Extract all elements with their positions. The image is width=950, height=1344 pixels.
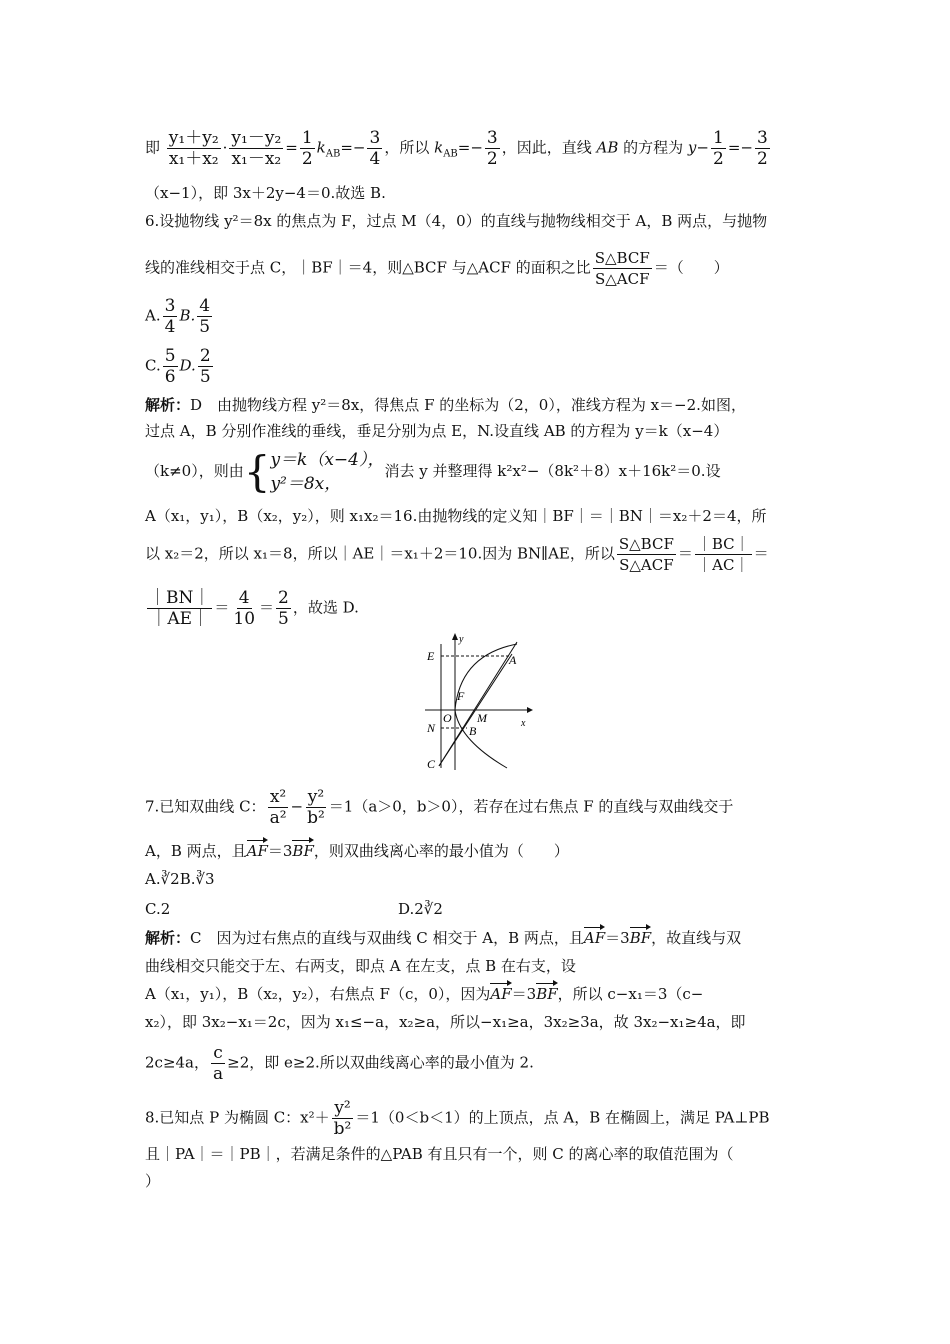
question7-option-c: C.2 [145, 900, 171, 918]
fraction: $\frac{1}{2}$ [712, 128, 724, 169]
x-axis-arrow [527, 707, 533, 713]
label-y: y [459, 634, 464, 645]
question6-line2: 线的准线相交于点 C，｜BF｜＝4，则△BCF 与△ACF 的面积之比 $\frac{\text{S△BCF}}{\text{S△ACF}}$ ＝（ ） [145, 249, 729, 288]
fraction: $\frac{c}{a}$ [213, 1043, 224, 1084]
fraction: $\frac{\text{y₁＋y₂}}{\text{x₁＋x₂}}$ [168, 128, 219, 169]
text: 即 [145, 138, 161, 157]
solution6-line6: $\frac{|BN|}{|AE|}$ ＝ $\frac{4}{10}$ ＝ $\frac{2}{5}$ ，故选 D. [149, 588, 359, 629]
question6-options-ab: A. $\frac{3}{4}$ B. $\frac{4}{5}$ [145, 296, 211, 337]
label-c: C [427, 757, 436, 770]
fraction: $\frac{3}{2}$ [486, 128, 498, 169]
solution6-line1: 解析：D 由抛物线方程 y²＝8x，得焦点 F 的坐标为（2，0），准线方程为 x＝−2.如图， [145, 396, 746, 414]
fraction: $\frac{\text{y₁－y₂}}{\text{x₁－x₂}}$ [231, 128, 282, 169]
question7-line1: 7.已知双曲线 C： $\frac{\text{x²}}{\text{a²}}$ − $\frac{\text{y²}}{\text{b²}}$ ＝1（a＞0，b＞0），若存在过右焦点 F 的直线与双曲线交于 [145, 787, 734, 828]
label-x: x [521, 718, 526, 729]
question7-option-d: D.2∛2 [398, 900, 443, 918]
fraction: $\frac{|BN|}{|AE|}$ [149, 588, 211, 629]
fraction: $\frac{1}{2}$ [301, 128, 313, 169]
option-a-fraction: $\frac{3}{4}$ [164, 296, 176, 337]
solution6-line4: A（x₁，y₁），B（x₂，y₂），则 x₁x₂＝16.由抛物线的定义知｜BF｜＝｜BN｜＝x₂＋2＝4，所 [145, 507, 767, 525]
solution5-line1: 即 $\frac{\text{y₁＋y₂}}{\text{x₁＋x₂}}$ · $\frac{\text{y₁－y₂}}{\text{x₁－x₂}}$ = $\frac{1}{2}$ $k_{AB}=-$ $\frac{3}{4}$ ，所以 $k_{AB}=-$ $\frac{3}{2}$ ，因此，直线 AB 的方程为 y− $\frac{1}{2}$ =− $\frac{3}{2}$ [145, 128, 768, 169]
solution6-line2: 过点 A，B 分别作准线的垂线，垂足分别为点 E，N.设直线 AB 的方程为 y＝k（x−4） [145, 422, 729, 440]
question8-line2: 且｜PA｜＝｜PB｜，若满足条件的△PAB 有且只有一个，则 C 的离心率的取值范围为（ [145, 1145, 734, 1163]
option-b-fraction: $\frac{4}{5}$ [199, 296, 211, 337]
brace: { [243, 447, 271, 496]
fraction: $\frac{\text{y²}}{\text{b²}}$ [307, 787, 325, 828]
solution7-line1: 解析：C 因为过右焦点的直线与双曲线 C 相交于 A，B 两点，且AF＝3BF，故直线与双 [145, 929, 742, 947]
question8-line1: 8.已知点 P 为椭圆 C：x²＋ $\frac{\text{y²}}{\text{b²}}$ ＝1（0＜b＜1）的上顶点，点 A，B 在椭圆上，满足 PA⊥PB [145, 1098, 770, 1139]
fraction: $\frac{|BC|}{|AC|}$ [696, 535, 750, 574]
option-c-fraction: $\frac{5}{6}$ [164, 346, 176, 387]
solution7-line5: 2c≥4a， $\frac{c}{a}$ ≥2，即 e≥2.所以双曲线离心率的最小值为 2. [145, 1043, 534, 1084]
fraction: $\frac{2}{5}$ [278, 588, 289, 629]
fraction: $\frac{\text{S△BCF}}{\text{S△ACF}}$ [618, 535, 674, 574]
vector-af: AF [246, 842, 268, 860]
label-f: F [457, 689, 465, 703]
solution7-line2: 曲线相交只能交于左、右两支，即点 A 在左支，点 B 在右支，设 [145, 957, 576, 975]
vector-bf: BF [292, 842, 314, 860]
y-axis-arrow [452, 633, 458, 640]
fraction: $\frac{4}{10}$ [233, 588, 256, 629]
label-n: N [427, 721, 436, 735]
fraction: $\frac{3}{2}$ [756, 128, 768, 169]
fraction: $\frac{\text{x²}}{\text{a²}}$ [269, 787, 287, 828]
label-b: B [469, 724, 477, 738]
solution6-line5: 以 x₂＝2，所以 x₁＝8，所以｜AE｜＝x₁＋2＝10.因为 BN∥AE，所以 $\frac{\text{S△BCF}}{\text{S△ACF}}$ ＝ $\frac{|BC|}{|AC|}$ ＝ [145, 535, 769, 574]
solution5-line2: （x−1），即 3x＋2y−4＝0.故选 B. [145, 184, 386, 202]
label-o: O [443, 711, 452, 725]
solution7-line3: A（x₁，y₁），B（x₂，y₂），右焦点 F（c，0），因为AF＝3BF，所以 c−x₁＝3（c− [145, 985, 704, 1003]
label-m: M [477, 711, 487, 725]
question6-options-cd: C. $\frac{5}{6}$ D. $\frac{2}{5}$ [145, 346, 211, 387]
fraction: $\frac{3}{4}$ [369, 128, 381, 169]
fraction: $\frac{\text{y²}}{\text{b²}}$ [333, 1098, 352, 1139]
label-e: E [427, 649, 435, 663]
question7-options-ab: A.∛2B.∛3 [145, 870, 215, 888]
option-d-fraction: $\frac{2}{5}$ [199, 346, 211, 387]
solution6-line3: （k≠0），则由{ y＝k（x−4）， y²＝8x， 消去 y 并整理得 k²x²−（8k²＋8）x＋16k²＝0.设 [145, 447, 721, 496]
area-ratio-fraction: $\frac{\text{S△BCF}}{\text{S△ACF}}$ [594, 249, 650, 288]
equation-system: y＝k（x−4）， y²＝8x， [270, 450, 385, 494]
question6-line1: 6.设抛物线 y²＝8x 的焦点为 F，过点 M（4，0）的直线与抛物线相交于 A，B 两点，与抛物 [145, 212, 768, 230]
parabola-figure [415, 630, 535, 770]
question7-line2: A，B 两点，且AF＝3BF，则双曲线离心率的最小值为（ ） [145, 842, 569, 860]
solution7-line4: x₂），即 3x₂−x₁＝2c，因为 x₁≤−a，x₂≥a，所以−x₁≥a，3x₂≥3a，故 3x₂−x₁≥4a，即 [145, 1013, 746, 1031]
question8-line3: ） [145, 1172, 161, 1190]
label-a: A [509, 653, 517, 667]
